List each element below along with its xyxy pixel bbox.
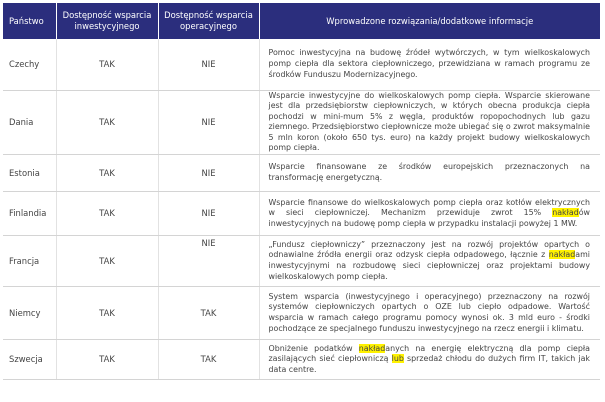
investment-cell: TAK <box>56 287 158 340</box>
info-text: System wsparcia (inwestycyjnego i operacyjnego) przeznaczony na rozwój systemów ciepłowniczych opartych o OZE lub ciepło odpadowe. Wartość wsparcia w ramach całego programu pomocy wynosi ok. 3 mld euro - środki pochodzące ze specjalnego funduszu inwestycyjnego na rzecz energii i klimatu. <box>268 291 590 333</box>
table-row <box>3 340 600 380</box>
info-cell <box>259 287 600 340</box>
info-text: Wsparcie finansowe do wielkoskalowych pomp ciepła oraz kotłów elektrycznych w sieci ciepłowniczej. Mechanizm przewiduje zwrot 15% <box>268 197 590 218</box>
table-row <box>3 236 600 287</box>
info-text: „Fundusz ciepłowniczy” przeznaczony jest na rozwój projektów opartych o odnawialne źródła energii oraz odzysk ciepła odpadowego, łącznie z <box>268 239 590 260</box>
info-text: Wsparcie finansowane ze środków europejskich przeznaczonych na transformację energetyczną. <box>268 162 590 183</box>
support-table <box>3 3 600 380</box>
investment-cell: TAK <box>56 236 158 287</box>
info-cell <box>259 90 600 155</box>
country-cell: Niemcy <box>3 287 56 340</box>
table-row <box>3 90 600 155</box>
header-row <box>3 3 600 39</box>
operational-cell: TAK <box>158 340 259 380</box>
highlighted-word: nakład <box>358 343 386 353</box>
header-operational: Dostępność wsparcia operacyjnego <box>158 3 259 39</box>
info-text: Pomoc inwestycyjna na budowę źródeł wytwórczych, w tym wielkoskalowych pomp ciepła dla sektora ciepłowniczego, przewidziana w ramach programu ze środków Funduszu Modernizacyjnego. <box>268 48 590 79</box>
country-cell: Dania <box>3 90 56 155</box>
country-cell: Szwecja <box>3 340 56 380</box>
info-cell <box>259 155 600 192</box>
highlighted-word: lub <box>391 354 404 364</box>
highlighted-word: nakład <box>548 250 576 260</box>
operational-cell: NIE <box>158 155 259 192</box>
investment-cell: TAK <box>56 192 158 236</box>
highlighted-word: nakład <box>552 208 579 218</box>
info-text: Obniżenie podatków <box>268 343 359 353</box>
country-cell: Estonia <box>3 155 56 192</box>
header-country: Państwo <box>3 3 56 39</box>
investment-cell: TAK <box>56 90 158 155</box>
info-text: sprzedaż chłodu do dużych firm IT, takich jak data centre. <box>268 354 590 374</box>
header-investment: Dostępność wsparcia inwestycyjnego <box>56 3 158 39</box>
info-text: Wsparcie inwestycyjne do wielkoskalowych pomp ciepła. Wsparcie skierowane jest dla przedsiębiorstw ciepłowniczych, w których obecna produkcja ciepła pochodzi w mini-mum 5% z węgla, produktów ropopochodnych lub gazu ziemnego. Przedsiębiorstwo ciepłownicze może ubiegać się o zwrot maksymalnie 5 mln koron (około 650 tys. euro) na każdy projekt budowy wielkoskalowych pomp ciepła. <box>268 90 590 153</box>
info-text: ami inwestycyjnymi na rozbudowę sieci ciepłowniczej oraz projektami budowy wielkoskalowych pomp ciepła. <box>268 250 590 281</box>
investment-cell: TAK <box>56 340 158 380</box>
operational-cell: TAK <box>158 287 259 340</box>
investment-cell: TAK <box>56 155 158 192</box>
header-info: Wprowadzone rozwiązania/dodatkowe informacje <box>259 3 600 39</box>
table-row <box>3 155 600 192</box>
operational-cell: NIE <box>158 236 259 287</box>
info-text: ów inwestycyjnych na budowę pomp ciepła w przypadku instalacji powyżej 1 MW. <box>268 208 590 228</box>
operational-cell: NIE <box>158 192 259 236</box>
table-row <box>3 192 600 236</box>
country-cell: Francja <box>3 236 56 287</box>
info-cell <box>259 192 600 236</box>
info-cell <box>259 39 600 90</box>
operational-cell: NIE <box>158 90 259 155</box>
country-cell: Finlandia <box>3 192 56 236</box>
country-cell: Czechy <box>3 39 56 90</box>
investment-cell: TAK <box>56 39 158 90</box>
info-cell <box>259 236 600 287</box>
info-cell <box>259 340 600 380</box>
table-row <box>3 287 600 340</box>
table-row <box>3 39 600 90</box>
info-text: anych na energię elektryczną dla pomp ciepła zasilających sieć ciepłowniczą <box>268 343 591 364</box>
operational-cell: NIE <box>158 39 259 90</box>
